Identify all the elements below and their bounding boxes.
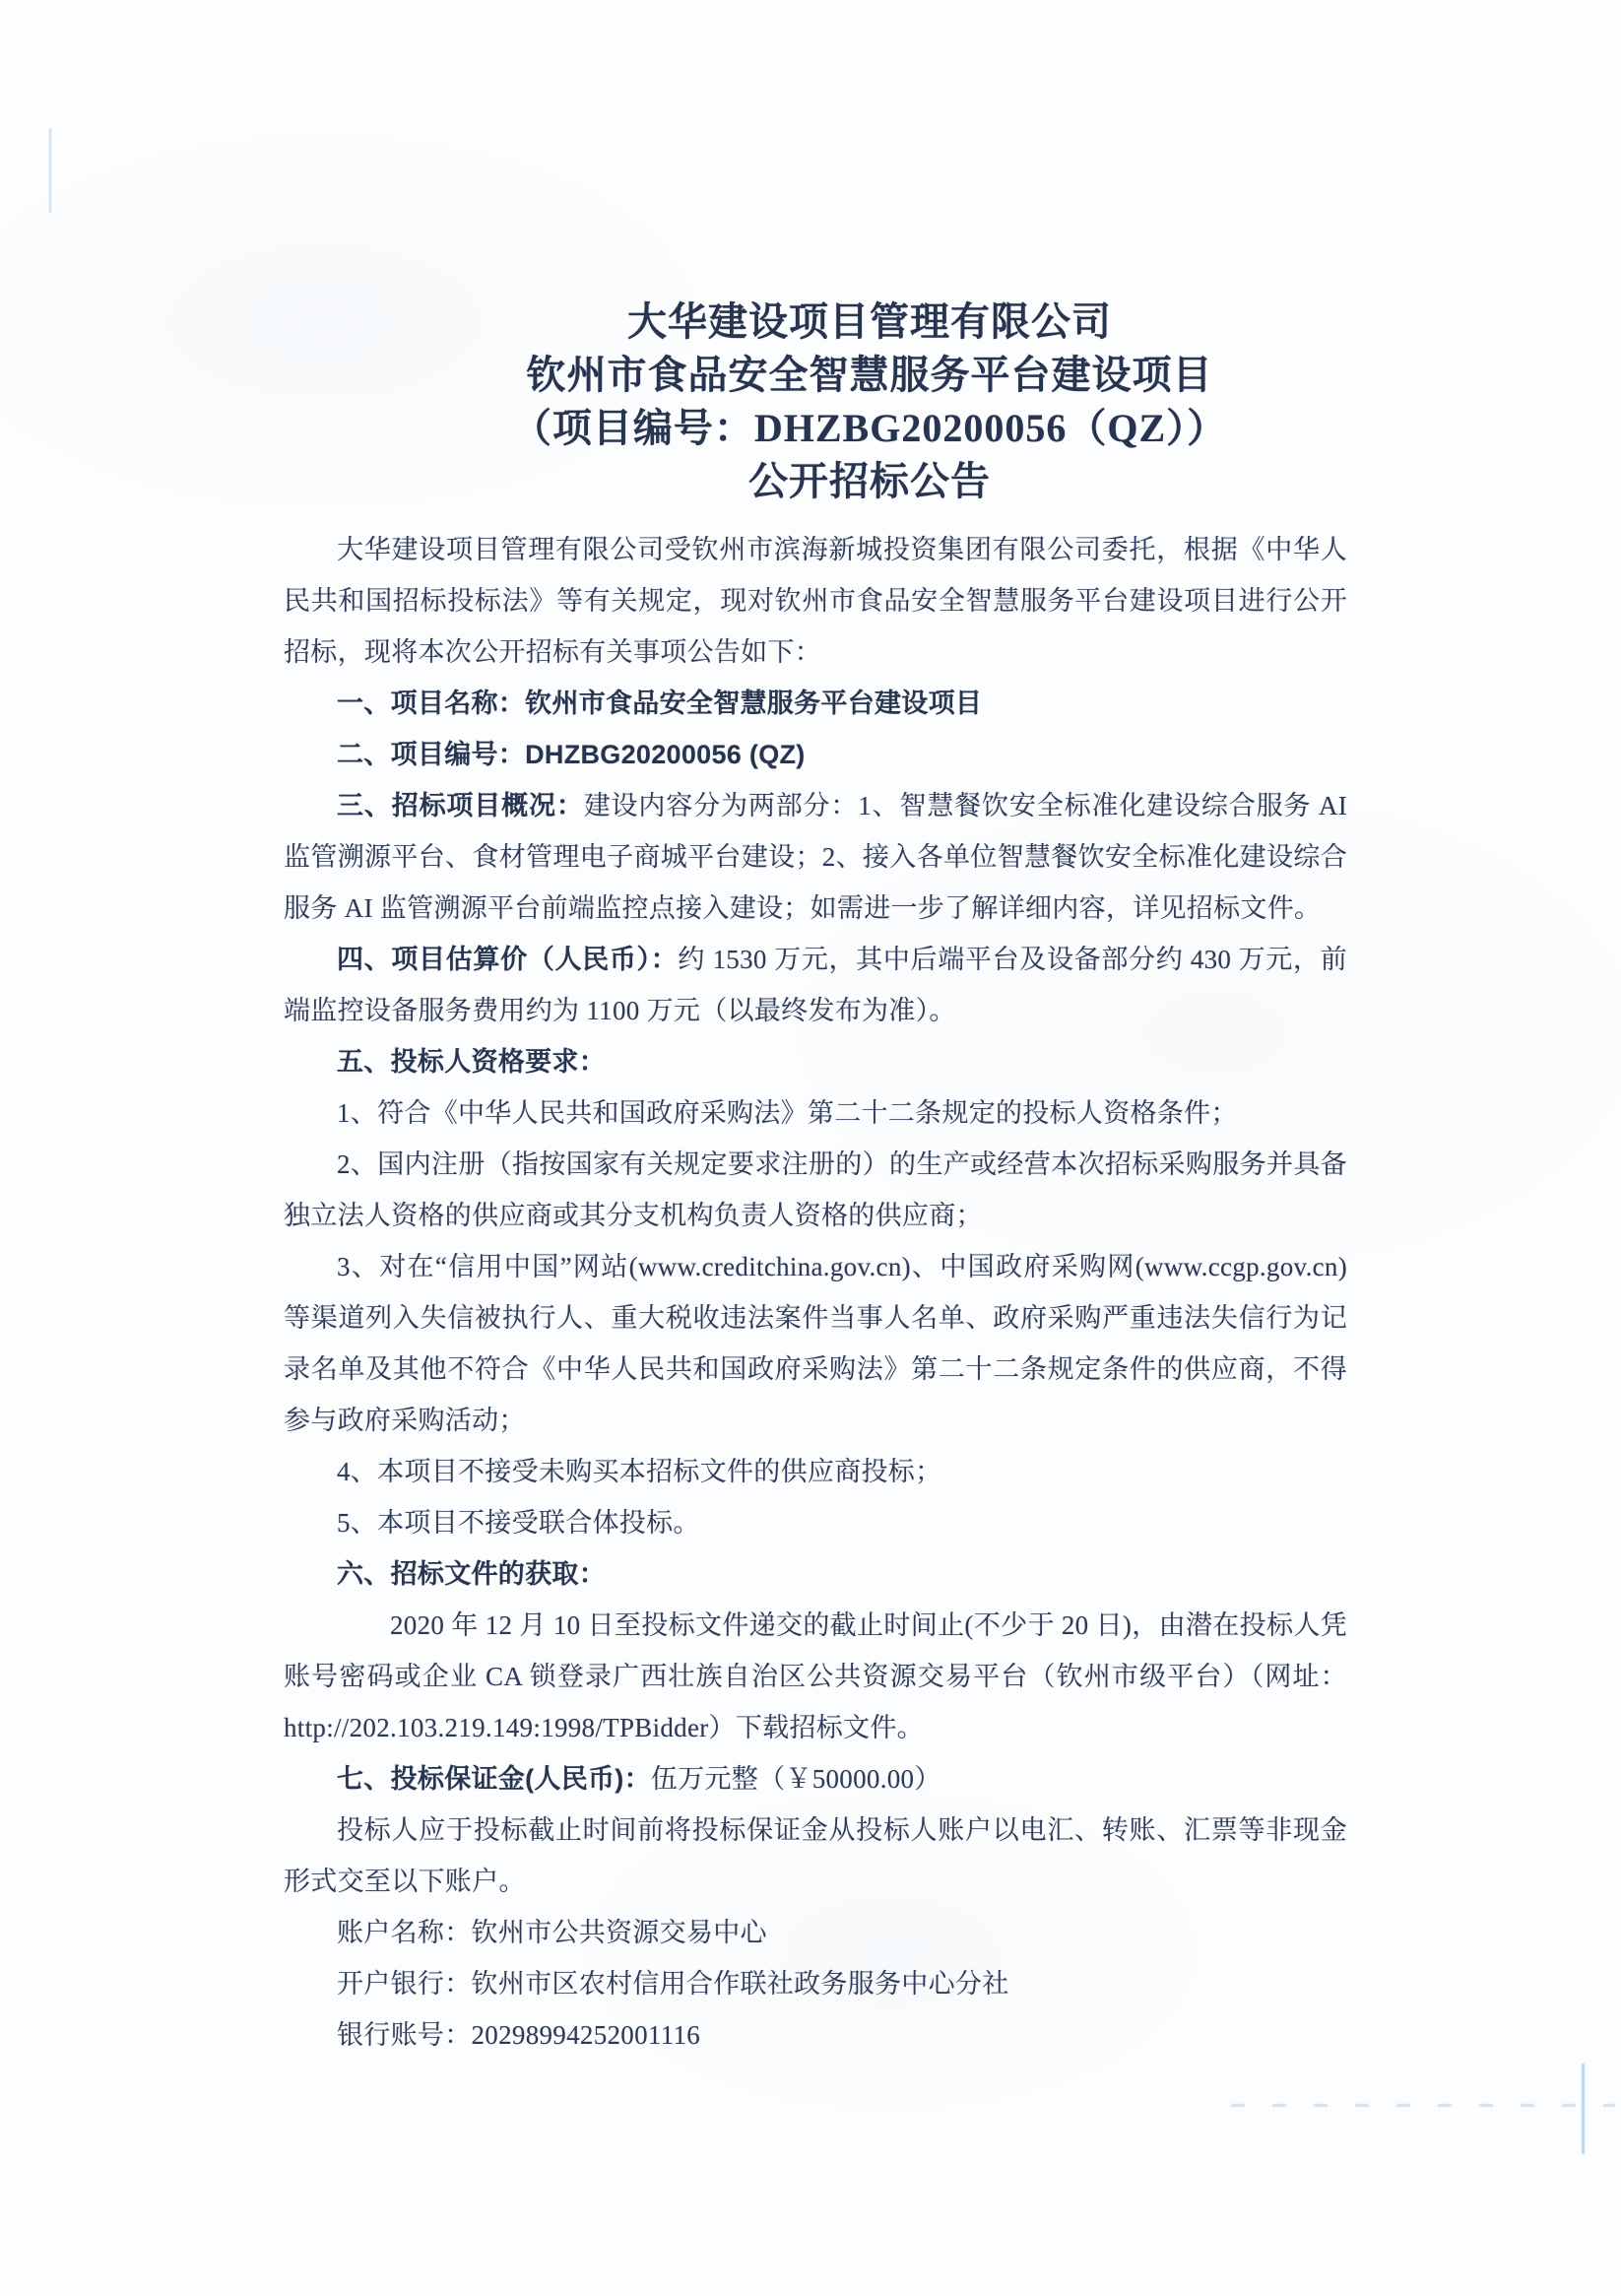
paragraph-text-run: 银行账号：20298994252001116: [337, 2020, 701, 2050]
scan-artifact-right-line: [1582, 2064, 1585, 2154]
title-line-project-number: （项目编号：DHZBG20200056（QZ））: [511, 406, 1228, 450]
account-bank-line: [284, 1958, 1347, 2009]
paragraph-text-run: 开户银行：钦州市区农村信用合作联社政务服务中心分社: [337, 1969, 1009, 1999]
section-6-document-acquisition: [284, 1548, 1347, 1600]
qualification-item-3: [284, 1241, 1347, 1446]
paragraph-label-run: 五、投标人资格要求：: [337, 1047, 606, 1077]
qualification-item-1: [284, 1087, 1347, 1139]
section-3-project-overview: [284, 780, 1347, 934]
paragraph-text-run: 投标人应于投标截止时间前将投标保证金从投标人账户以电汇、转账、汇票等非现金形式交至以下账户。: [284, 1815, 1347, 1896]
section-1-project-name: [284, 678, 1347, 729]
intro-paragraph: [284, 524, 1347, 678]
section-2-project-number: [284, 729, 1347, 780]
paragraph-text-run: 2020 年 12 月 10 日至投标文件递交的截止时间止(不少于 20 日)，由潜在投标人凭账号密码或企业 CA 锁登录广西壮族自治区公共资源交易平台（钦州市级平台）（网址：http://202.103.219.149:1998/TPBidder）下载招标文件。: [284, 1610, 1347, 1742]
section-7-bid-bond: [284, 1753, 1347, 1804]
account-number-line: [284, 2009, 1347, 2061]
paragraph-text-run: 2、国内注册（指按国家有关规定要求注册的）的生产或经营本次招标采购服务并具备独立法人资格的供应商或其分支机构负责人资格的供应商；: [284, 1149, 1347, 1230]
document-body: [284, 524, 1347, 2061]
paragraph-label-run: 四、项目估算价（人民币）：: [337, 945, 679, 974]
paragraph-label-run: 一、项目名称：钦州市食品安全智慧服务平台建设项目: [337, 689, 983, 718]
paragraph-text-run: 建设内容分为两部分：1、智慧餐饮安全标准化建设综合服务 AI 监管溯源平台、食材管理电子商城平台建设；2、接入各单位智慧餐饮安全标准化建设综合服务 AI 监管溯源平台前端监控点接入建设；如需进一步了解详细内容，详见招标文件。: [284, 791, 1347, 923]
bid-bond-payment-note: [284, 1804, 1347, 1907]
paragraph-text-run: 4、本项目不接受未购买本招标文件的供应商投标；: [337, 1457, 942, 1486]
document-acquisition-detail: [284, 1600, 1347, 1753]
paragraph-label-run: 七、投标保证金(人民币)：: [337, 1764, 651, 1794]
paragraph-text-run: 大华建设项目管理有限公司受钦州市滨海新城投资集团有限公司委托，根据《中华人民共和国招标投标法》等有关规定，现对钦州市食品安全智慧服务平台建设项目进行公开招标，现将本次公开招标有关事项公告如下：: [284, 535, 1347, 667]
tender-announcement-document: [284, 295, 1347, 2061]
scan-artifact-left-line: [49, 128, 51, 213]
paragraph-text-run: 伍万元整（￥50000.00）: [650, 1764, 941, 1794]
paragraph-text-run: 约 1530 万元，其中后端平台及设备部分约 430 万元，前端监控设备服务费用约为 1100 万元（以最终发布为准）。: [284, 945, 1347, 1025]
scan-artifact-noise-row: [1231, 2104, 1615, 2107]
account-name-line: [284, 1907, 1347, 1958]
paragraph-text-run: 账户名称：钦州市公共资源交易中心: [337, 1918, 767, 1947]
paragraph-label-run: 二、项目编号：DHZBG20200056 (QZ): [337, 740, 806, 769]
qualification-item-4: [284, 1446, 1347, 1497]
section-5-bidder-qualification: [284, 1036, 1347, 1087]
paragraph-text-run: 5、本项目不接受联合体投标。: [337, 1508, 700, 1538]
paragraph-text-run: 3、对在“信用中国”网站(www.creditchina.gov.cn)、中国政府采购网(www.ccgp.gov.cn)等渠道列入失信被执行人、重大税收违法案件当事人名单、政府采购严重违法失信行为记录名单及其他不符合《中华人民共和国政府采购法》第二十二条规定条件的供应商，不得参与政府采购活动；: [284, 1252, 1347, 1435]
paragraph-label-run: 三、招标项目概况：: [337, 791, 584, 820]
title-line-company: 大华建设项目管理有限公司: [627, 299, 1112, 344]
paragraph-label-run: 六、招标文件的获取：: [337, 1559, 606, 1589]
title-line-project: 钦州市食品安全智慧服务平台建设项目: [526, 353, 1213, 397]
document-title-block: [338, 295, 1401, 508]
title-line-announcement-type: 公开招标公告: [748, 459, 991, 503]
paragraph-text-run: 1、符合《中华人民共和国政府采购法》第二十二条规定的投标人资格条件；: [337, 1098, 1238, 1128]
qualification-item-5: [284, 1497, 1347, 1548]
qualification-item-2: [284, 1139, 1347, 1241]
section-4-estimated-price: [284, 934, 1347, 1036]
